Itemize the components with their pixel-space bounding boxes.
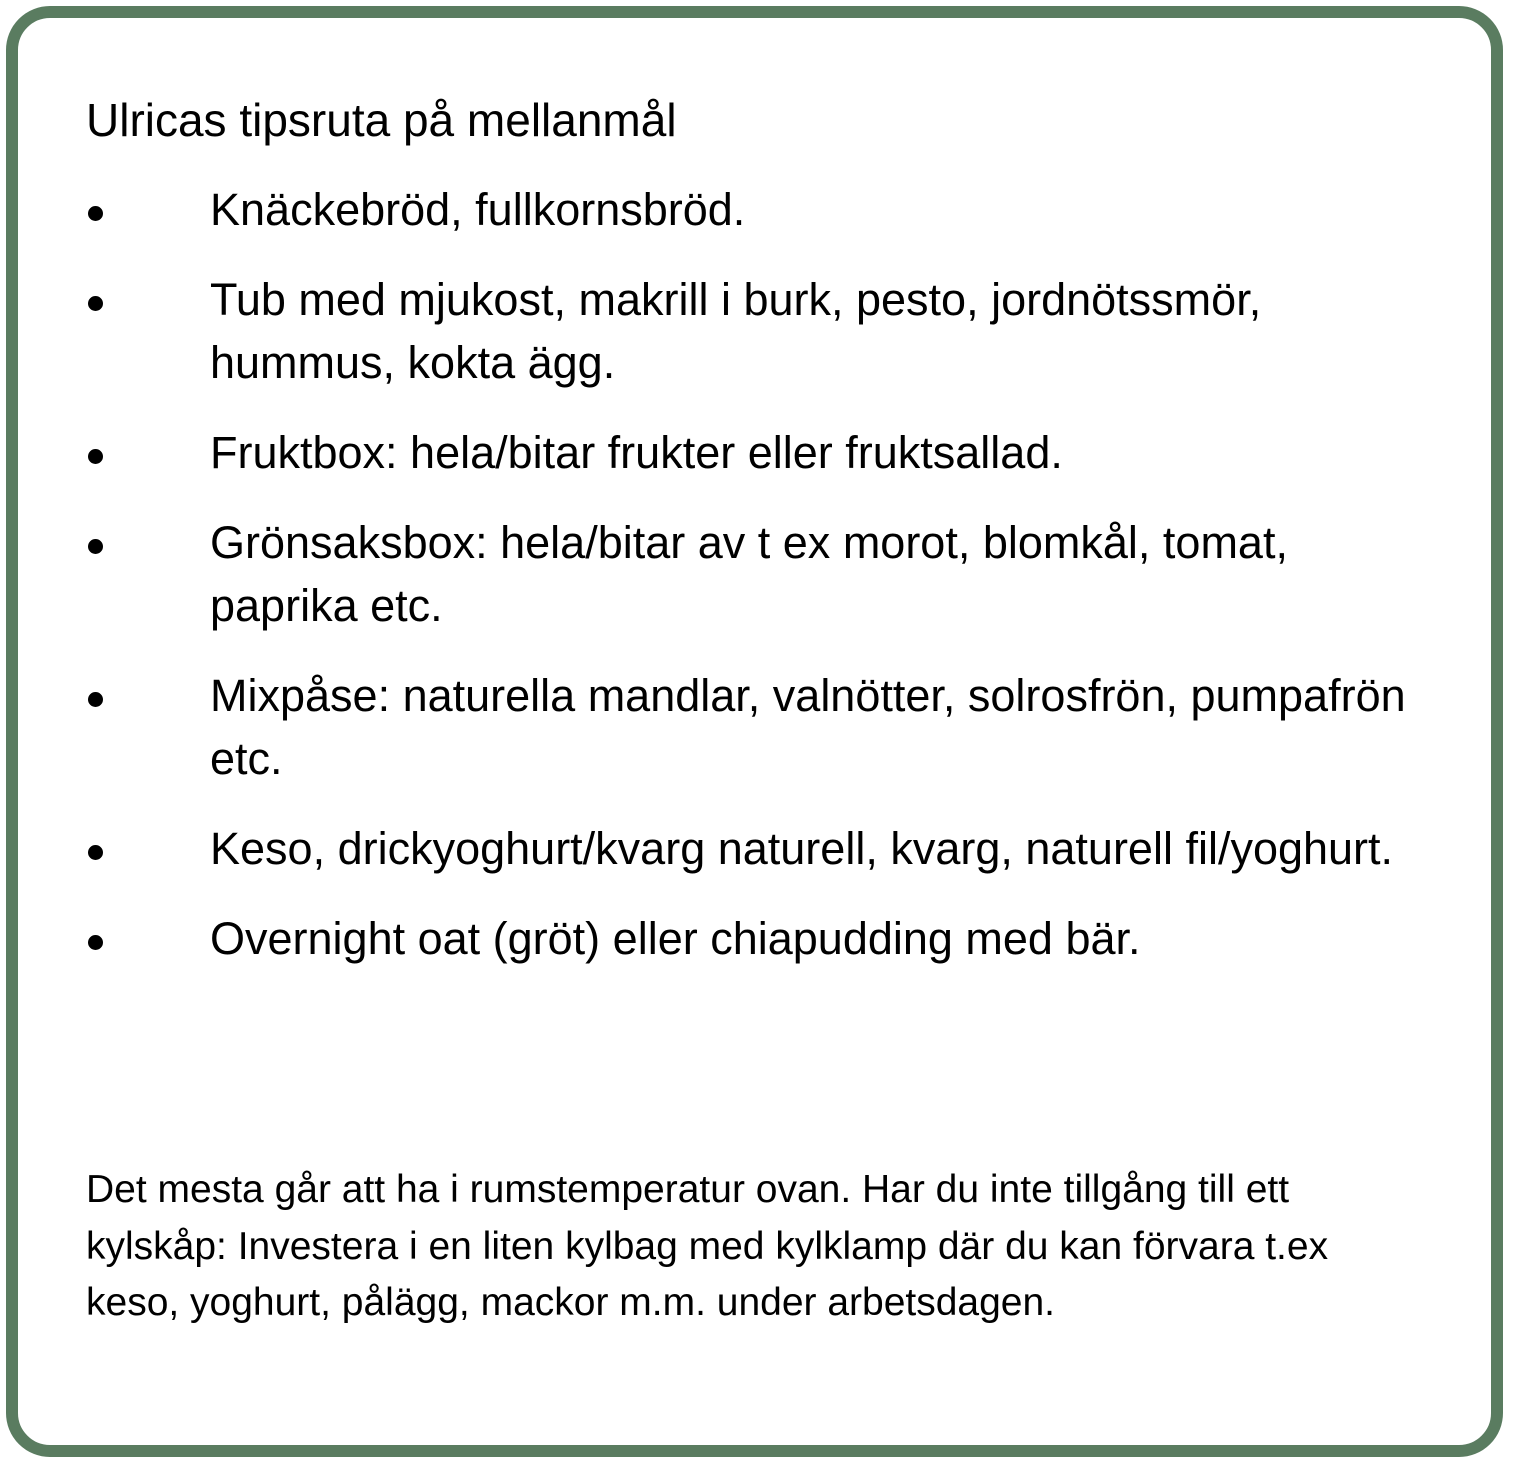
tip-text: Mixpåse: naturella mandlar, valnötter, solrosfrön, pumpafrön etc. [210,670,1406,784]
bullet-icon [88,845,103,860]
tip-item-2 [86,268,1446,394]
bullet-icon [88,935,103,950]
tip-item-6 [86,817,1446,880]
bullet-icon [88,206,103,221]
tip-item-7 [86,907,1446,970]
tip-text: Knäckebröd, fullkornsbröd. [210,184,746,235]
bullet-icon [88,449,103,464]
tip-text: Tub med mjukost, makrill i burk, pesto, jordnötssmör, hummus, kokta ägg. [210,274,1262,388]
tip-text: Overnight oat (gröt) eller chiapudding med bär. [210,913,1141,964]
tip-text: Grönsaksbox: hela/bitar av t ex morot, blomkål, tomat, paprika etc. [210,517,1288,631]
bullet-icon [88,692,103,707]
bullet-icon [88,296,103,311]
tip-text: Keso, drickyoghurt/kvarg naturell, kvarg, naturell fil/yoghurt. [210,823,1394,874]
tip-text: Fruktbox: hela/bitar frukter eller fruktsallad. [210,427,1063,478]
tips-note: Det mesta går att ha i rumstemperatur ovan. Har du inte tillgång till ett kylskåp: Investera i en liten kylbag med kylklamp där du kan förvara t.ex keso, yoghurt, pålägg, mackor m.m. under arbetsdagen. [86,1168,1329,1324]
tips-list [86,178,1446,997]
bullet-icon [88,539,103,554]
tips-title: Ulricas tipsruta på mellanmål [86,94,677,146]
tip-item-1 [86,178,1446,241]
tip-item-4 [86,511,1446,637]
tip-item-5 [86,664,1446,790]
tip-item-3 [86,421,1446,484]
